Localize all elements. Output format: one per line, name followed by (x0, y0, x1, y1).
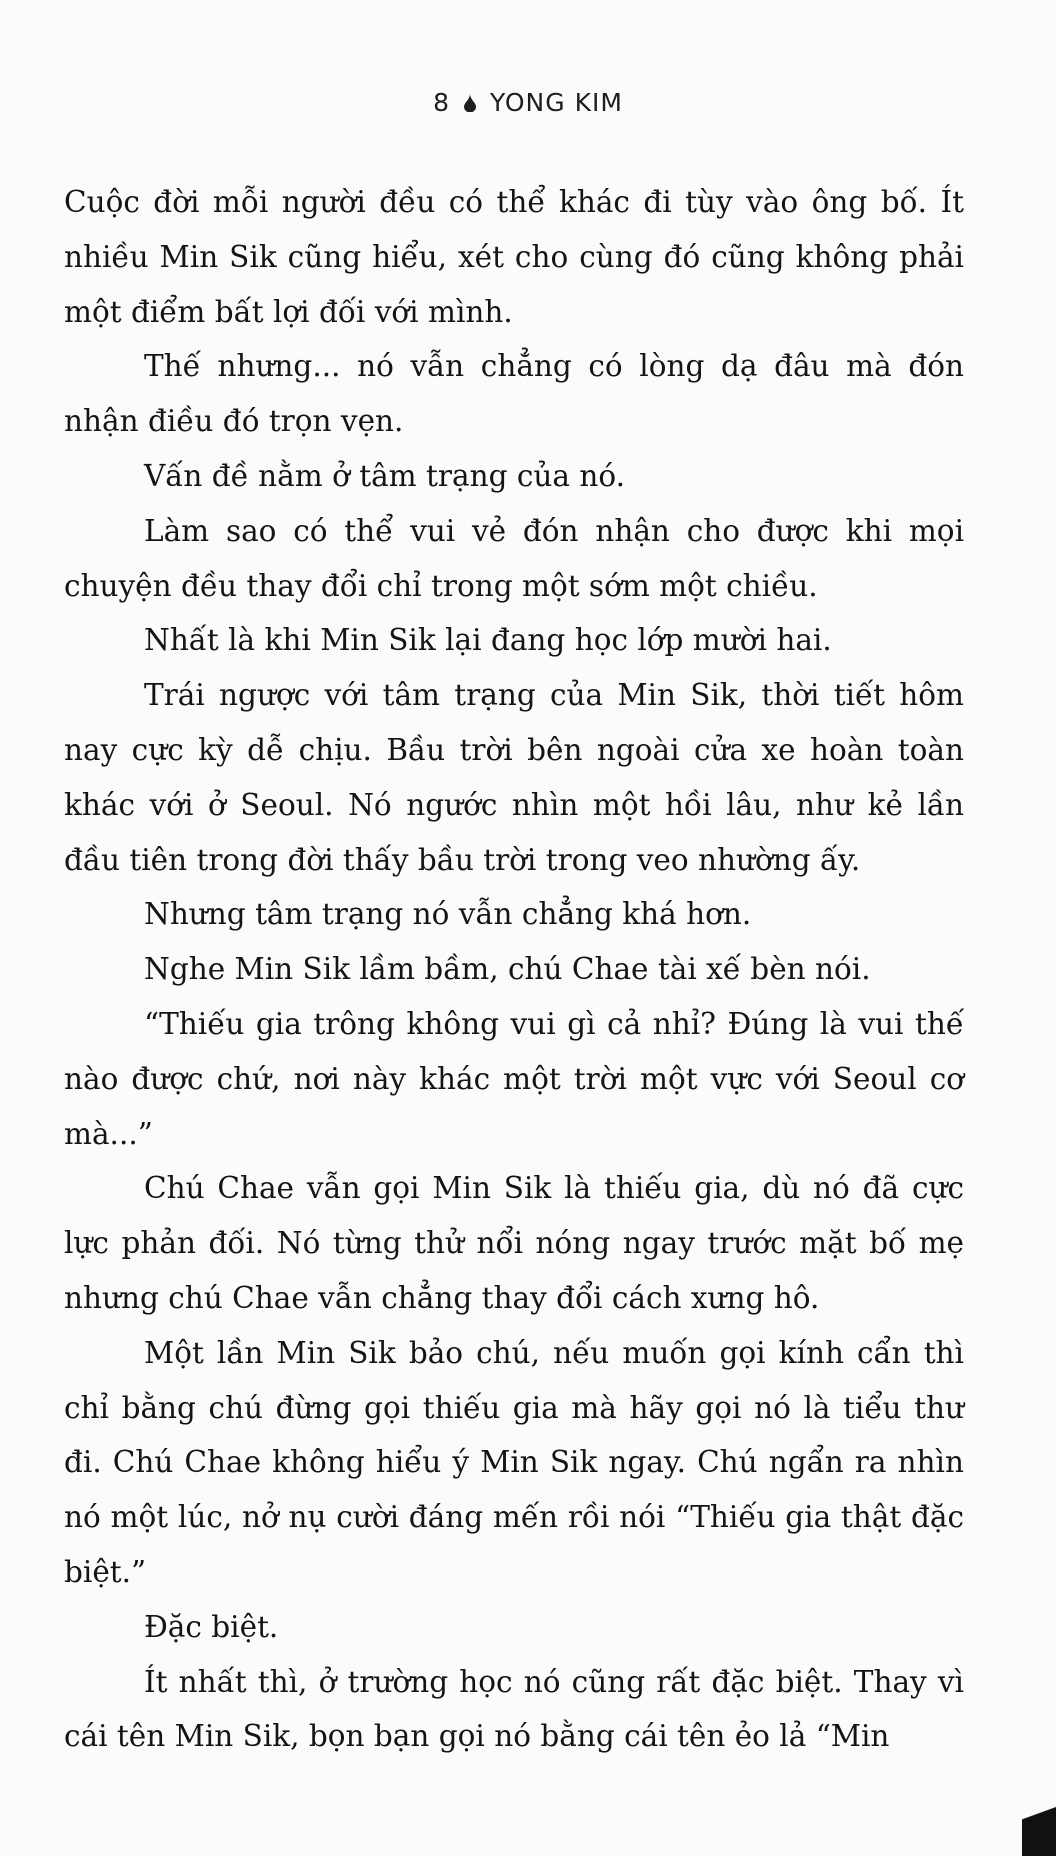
paragraph: “Thiếu gia trông không vui gì cả nhỉ? Đúng là vui thế nào được chứ, nơi này khác một trời một vực với Seoul cơ mà...” (64, 1006, 964, 1151)
paragraph: Cuộc đời mỗi người đều có thể khác đi tùy vào ông bố. Ít nhiều Min Sik cũng hiểu, xét cho cùng đó cũng không phải một điểm bất lợi đối với mình. (64, 185, 964, 329)
body-text (64, 175, 964, 1764)
paragraph: Làm sao có thể vui vẻ đón nhận cho được khi mọi chuyện đều thay đổi chỉ trong một sớm một chiều. (64, 513, 964, 603)
page-number: 8 (433, 88, 450, 117)
page-edge-shadow (1022, 1786, 1056, 1856)
drop-icon (464, 94, 476, 112)
paragraph: Một lần Min Sik bảo chú, nếu muốn gọi kính cẩn thì chỉ bằng chú đừng gọi thiếu gia mà hãy gọi nó là tiểu thư đi. Chú Chae không hiểu ý Min Sik ngay. Chú ngẩn ra nhìn nó một lúc, nở nụ cười đáng mến rồi nói “Thiếu gia thật đặc biệt.” (64, 1335, 964, 1589)
paragraph: Chú Chae vẫn gọi Min Sik là thiếu gia, dù nó đã cực lực phản đối. Nó từng thử nổi nóng ngay trước mặt bố mẹ nhưng chú Chae vẫn chẳng thay đổi cách xưng hô. (64, 1171, 964, 1315)
paragraph: Trái ngược với tâm trạng của Min Sik, thời tiết hôm nay cực kỳ dễ chịu. Bầu trời bên ngoài cửa xe hoàn toàn khác với ở Seoul. Nó ngước nhìn một hồi lâu, như kẻ lần đầu tiên trong đời thấy bầu trời trong veo nhường ấy. (64, 678, 964, 877)
paragraph: Nghe Min Sik lầm bầm, chú Chae tài xế bèn nói. (144, 952, 871, 987)
paragraph: Vấn đề nằm ở tâm trạng của nó. (144, 458, 625, 493)
paragraph: Đặc biệt. (144, 1609, 279, 1644)
paragraph: Ít nhất thì, ở trường học nó cũng rất đặc biệt. Thay vì cái tên Min Sik, bọn bạn gọi nó bằng cái tên ẻo lả “Min (64, 1664, 964, 1754)
running-head (0, 88, 1056, 117)
paragraph: Thế nhưng... nó vẫn chẳng có lòng dạ đâu mà đón nhận điều đó trọn vẹn. (64, 349, 964, 439)
paragraph: Nhưng tâm trạng nó vẫn chẳng khá hơn. (144, 897, 752, 932)
paragraph: Nhất là khi Min Sik lại đang học lớp mười hai. (144, 623, 832, 658)
author-name: YONG KIM (489, 88, 623, 117)
